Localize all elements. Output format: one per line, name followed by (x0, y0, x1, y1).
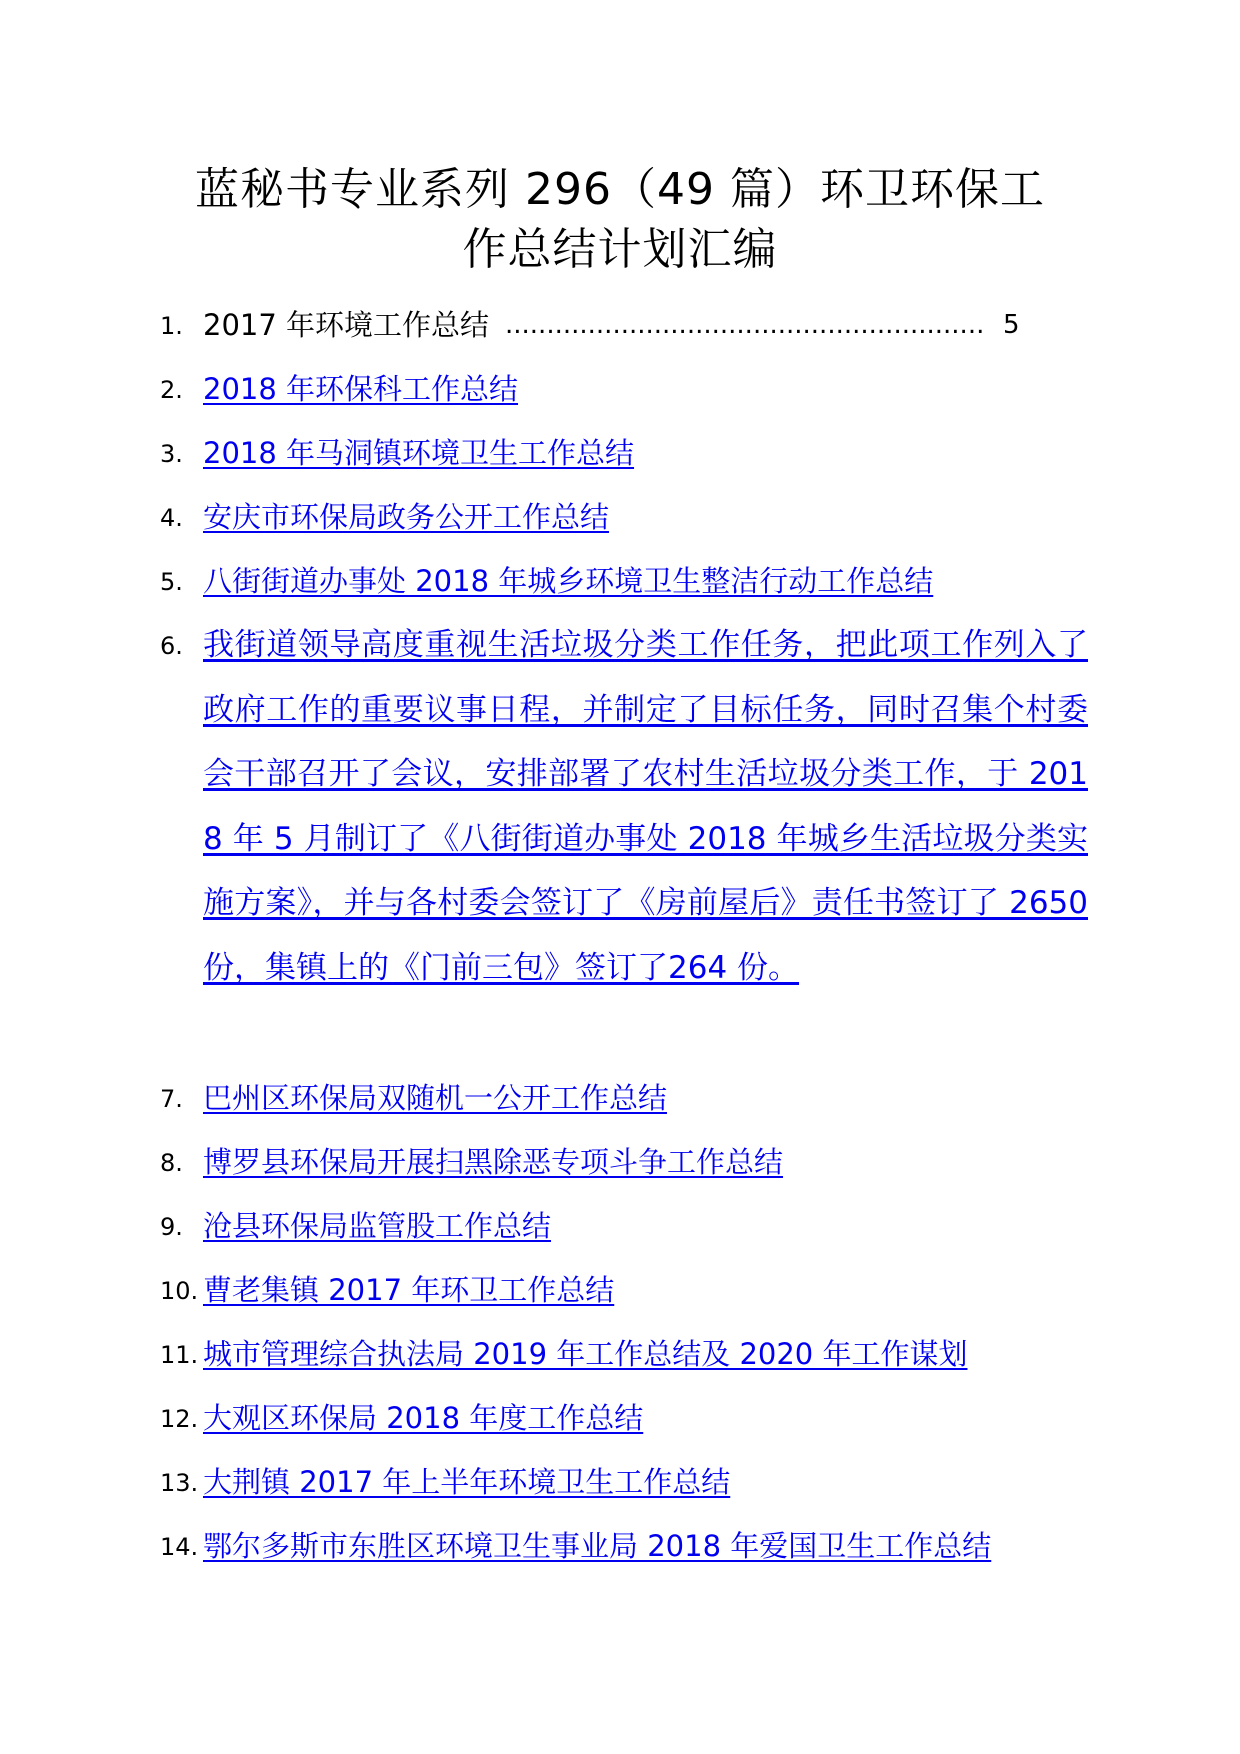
toc-entry-link[interactable]: 城市管理综合执法局 2019 年工作总结及 2020 年工作谋划 (203, 1337, 968, 1371)
document-title (150, 160, 1090, 280)
title-line-1: 蓝秘书专业系列 296（49 篇）环卫环保工 (195, 164, 1045, 215)
toc-entry-link[interactable]: 鄂尔多斯市东胜区环境卫生事业局 2018 年爱国卫生工作总结 (203, 1529, 992, 1563)
toc-number: 8. (160, 1149, 183, 1177)
toc-entry-link[interactable]: 大荆镇 2017 年上半年环境卫生工作总结 (203, 1465, 731, 1499)
toc-entry-link[interactable]: 2018 年环保科工作总结 (203, 372, 519, 406)
toc-entry-link[interactable]: 我街道领导高度重视生活垃圾分类工作任务，把此项工作列入了政府工作的重要议事日程，并制定了目标任务，同时召集个村委会干部召开了会议，安排部署了农村生活垃圾分类工作，于 2018 年 5 月制订了《八街街道办事处 2018 年城乡生活垃圾分类实施方案》，并与各村委会签订了《房前屋后》责任书签订了 2650 份，集镇上的《门前三包》签订了264 份。 (203, 627, 1088, 986)
toc-number: 12. (160, 1405, 199, 1433)
toc-number: 1. (160, 312, 183, 340)
toc-item-13 (0, 1460, 1240, 1524)
toc-number: 11. (160, 1341, 199, 1369)
toc-entry-link[interactable]: 巴州区环保局双随机一公开工作总结 (203, 1081, 668, 1115)
toc-entry-link[interactable]: 安庆市环保局政务公开工作总结 (203, 500, 610, 534)
toc-entry-link[interactable]: 八街街道办事处 2018 年城乡环境卫生整洁行动工作总结 (203, 564, 934, 598)
toc-item-12 (0, 1396, 1240, 1460)
toc-number: 5. (160, 568, 183, 596)
toc-item-9 (0, 1204, 1240, 1268)
toc-number: 6. (160, 632, 183, 660)
toc-number: 3. (160, 440, 183, 468)
table-of-contents (0, 303, 1240, 1588)
title-line-2: 作总结计划汇编 (462, 224, 778, 275)
toc-number: 14. (160, 1533, 199, 1561)
toc-item-7 (0, 1076, 1240, 1140)
toc-item-11 (0, 1332, 1240, 1396)
toc-entry-link[interactable]: 曹老集镇 2017 年环卫工作总结 (203, 1273, 615, 1307)
toc-number: 7. (160, 1085, 183, 1113)
toc-item-6 (0, 623, 1240, 1076)
toc-item-3 (0, 431, 1240, 495)
toc-entry-text: 2017 年环境工作总结 (203, 308, 490, 342)
toc-item-1 (0, 303, 1240, 367)
toc-item-14 (0, 1524, 1240, 1588)
toc-number: 9. (160, 1213, 183, 1241)
toc-number: 10. (160, 1277, 199, 1305)
toc-page-number: 5 (1003, 310, 1020, 340)
toc-number: 4. (160, 504, 183, 532)
toc-item-8 (0, 1140, 1240, 1204)
toc-entry-link[interactable]: 2018 年马洞镇环境卫生工作总结 (203, 436, 635, 470)
toc-entry-link[interactable]: 大观区环保局 2018 年度工作总结 (203, 1401, 644, 1435)
toc-entry-link[interactable]: 沧县环保局监管股工作总结 (203, 1209, 552, 1243)
toc-item-2 (0, 367, 1240, 431)
toc-item-4 (0, 495, 1240, 559)
toc-entry-link[interactable]: 博罗县环保局开展扫黑除恶专项斗争工作总结 (203, 1145, 784, 1179)
toc-leader-dots: .......................................................... (505, 310, 985, 340)
toc-number: 2. (160, 376, 183, 404)
toc-number: 13. (160, 1469, 199, 1497)
toc-item-10 (0, 1268, 1240, 1332)
